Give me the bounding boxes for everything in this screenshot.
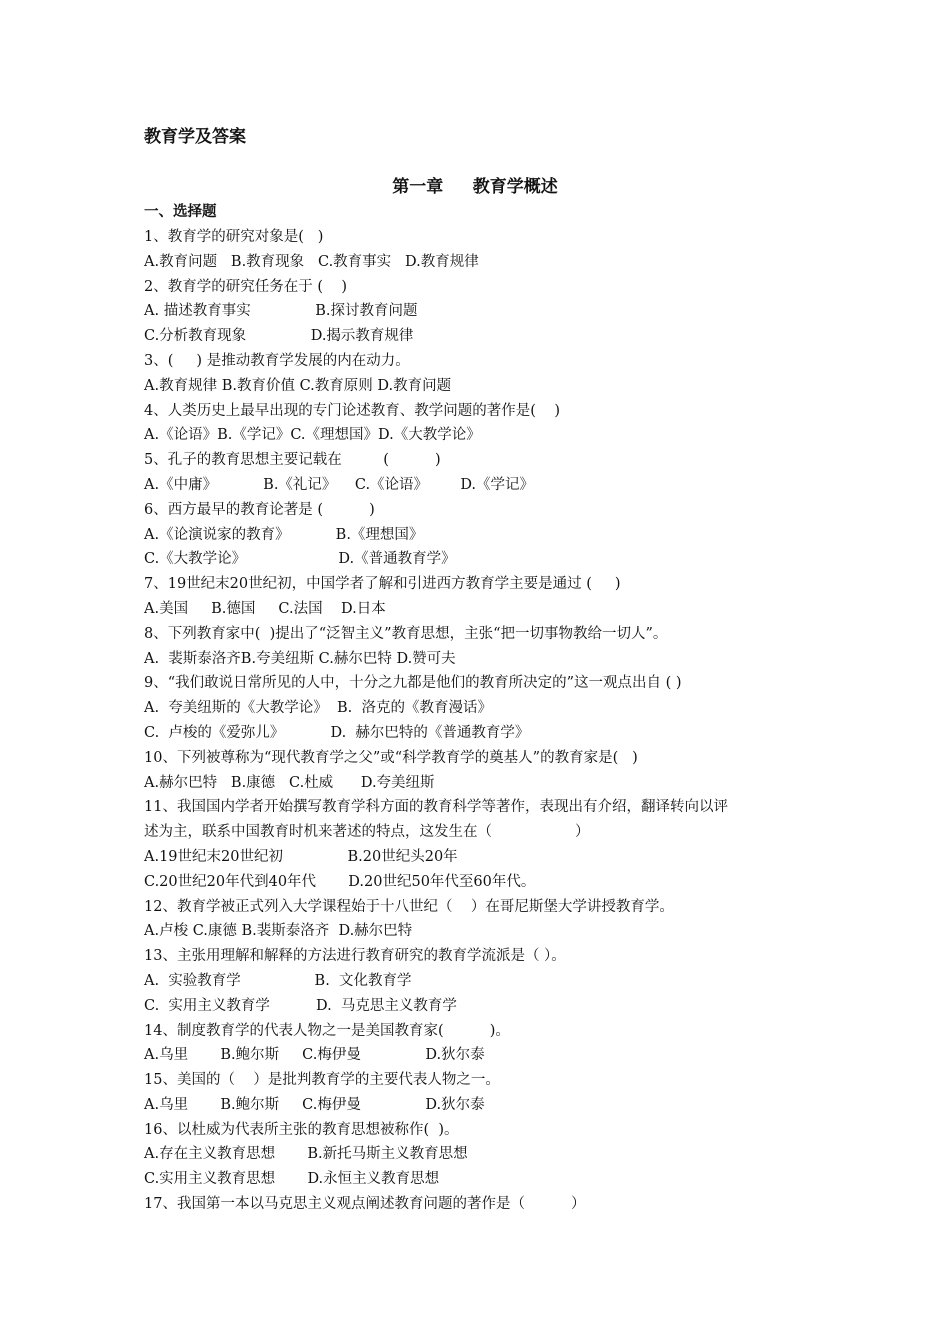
text-line: 17、我国第一本以马克思主义观点阐述教育问题的著作是（ ） — [144, 1196, 586, 1213]
text-line: 7、19世纪末20世纪初，中国学者了解和引进西方教育学主要是通过 ( ) — [144, 576, 621, 593]
text-line: 5、孔子的教育思想主要记载在 ( ) — [144, 452, 441, 469]
text-line: 4、人类历史上最早出现的专门论述教育、教学问题的著作是( ) — [144, 402, 560, 419]
text-line: 15、美国的（ ）是批判教育学的主要代表人物之一。 — [144, 1072, 500, 1089]
text-line: A.存在主义教育思想 B.新托马斯主义教育思想 — [144, 1146, 468, 1163]
text-line: 2、教育学的研究任务在于 ( ) — [144, 278, 348, 295]
text-line: 9、“我们敢说日常所见的人中，十分之九都是他们的教育所决定的”这一观点出自 ( ) — [144, 675, 682, 692]
text-line: 14、制度教育学的代表人物之一是美国教育家( )。 — [144, 1022, 510, 1039]
text-line: A.教育问题 B.教育现象 C.教育事实 D.教育规律 — [144, 253, 479, 270]
text-line: C. 实用主义教育学 D. 马克思主义教育学 — [144, 997, 457, 1014]
text-line: A.《中庸》 B.《礼记》 C.《论语》 D.《学记》 — [144, 476, 535, 493]
text-line: A.教育规律 B.教育价值 C.教育原则 D.教育问题 — [144, 377, 452, 394]
text-line: A.美国 B.德国 C.法国 D.日本 — [144, 600, 386, 617]
question-list — [144, 225, 824, 1217]
text-line: A. 裴斯泰洛齐B.夸美纽斯 C.赫尔巴特 D.赞可夫 — [144, 650, 456, 667]
text-line: 16、以杜威为代表所主张的教育思想被称作( )。 — [144, 1121, 459, 1138]
text-line: C.实用主义教育思想 D.永恒主义教育思想 — [144, 1171, 440, 1188]
text-line: A. 实验教育学 B. 文化教育学 — [144, 972, 412, 989]
section-heading: 一、选择题 — [144, 204, 217, 220]
text-line: 述为主，联系中国教育时机来著述的特点，这发生在（ ） — [144, 824, 590, 841]
text-line: A.《论演说家的教育》 B.《理想国》 — [144, 526, 424, 543]
text-line: A.乌里 B.鲍尔斯 C.梅伊曼 D.狄尔泰 — [144, 1047, 485, 1064]
text-line: A.乌里 B.鲍尔斯 C.梅伊曼 D.狄尔泰 — [144, 1096, 485, 1113]
text-line: A. 描述教育事实 B.探讨教育问题 — [144, 303, 418, 320]
text-line: 10、下列被尊称为“现代教育学之父”或“科学教育学的奠基人”的教育家是( ) — [144, 749, 638, 766]
text-line: A.卢梭 C.康德 B.裴斯泰洛齐 D.赫尔巴特 — [144, 923, 413, 940]
text-line: 11、我国国内学者开始撰写教育学科方面的教育科学等著作，表现出有介绍，翻译转向以评 — [144, 799, 728, 816]
text-line: C.分析教育现象 D.揭示教育规律 — [144, 328, 414, 345]
chapter-title: 第一章 教育学概述 — [392, 177, 558, 197]
text-line: 1、教育学的研究对象是( ) — [144, 229, 324, 245]
text-line: 3、( ) 是推动教育学发展的内在动力。 — [144, 352, 410, 369]
text-line: C.《大教学论》 D.《普通教育学》 — [144, 551, 456, 568]
text-line: A.19世纪末20世纪初 B.20世纪头20年 — [144, 848, 458, 865]
text-line: A. 夸美纽斯的《大教学论》 B. 洛克的《教育漫话》 — [144, 700, 492, 717]
text-line: 6、西方最早的教育论著是 ( ) — [144, 501, 375, 518]
text-line: 13、主张用理解和解释的方法进行教育研究的教育学流派是（ ）。 — [144, 948, 566, 965]
text-line: 12、教育学被正式列入大学课程始于十八世纪（ ）在哥尼斯堡大学讲授教育学。 — [144, 898, 674, 915]
text-line: C. 卢梭的《爱弥儿》 D. 赫尔巴特的《普通教育学》 — [144, 724, 530, 741]
text-line: 8、下列教育家中( )提出了“泛智主义”教育思想，主张“把一切事物教给一切人”。 — [144, 625, 668, 642]
text-line: C.20世纪20年代到40年代 D.20世纪50年代至60年代。 — [144, 873, 536, 890]
text-line: A.《论语》B.《学记》C.《理想国》D.《大教学论》 — [144, 427, 481, 444]
text-line: A.赫尔巴特 B.康德 C.杜威 D.夸美纽斯 — [144, 774, 435, 791]
document-title: 教育学及答案 — [144, 127, 246, 147]
